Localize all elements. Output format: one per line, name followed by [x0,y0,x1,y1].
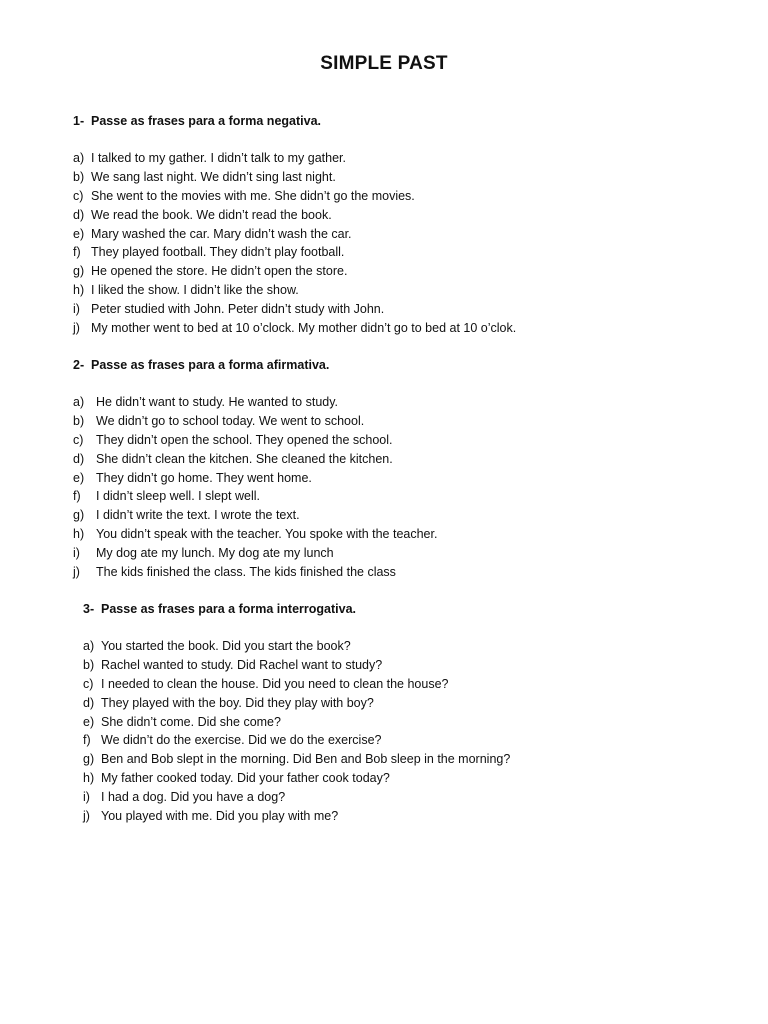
item-letter: j) [73,565,80,580]
item-text: She went to the movies with me. She didn’t go the movies. [91,188,415,203]
item-letter: a) [73,395,85,409]
item-text: They played with the boy. Did they play with boy? [101,695,374,710]
exercise-item [83,769,768,788]
item-text: I didn’t write the text. I wrote the text. [96,508,300,523]
item-letter: f) [83,733,91,748]
item-text: My father cooked today. Did your father cook today? [101,771,390,786]
exercise-list [83,637,768,826]
item-letter: b) [73,169,85,184]
item-text: You didn’t speak with the teacher. You spoke with the teacher. [96,527,438,542]
exercise-item [73,225,768,244]
exercise-item [73,506,768,525]
exercise-item [73,149,768,168]
item-letter: i) [73,546,80,561]
section-heading [73,112,768,130]
item-letter: c) [83,676,94,691]
item-text: You started the book. Did you start the book? [101,639,351,653]
item-letter: d) [73,451,85,466]
exercise-item [83,750,768,769]
item-text: I liked the show. I didn’t like the show. [91,283,299,298]
exercise-item [73,431,768,450]
item-letter: b) [83,657,95,672]
section-number: 2- [73,358,85,372]
item-letter: j) [83,809,90,824]
exercise-item [83,656,768,675]
item-text: We sang last night. We didn’t sing last night. [91,169,336,184]
item-text: They didn’t open the school. They opened the school. [96,432,393,447]
item-text: They played football. They didn’t play football. [91,245,345,260]
exercise-item [83,731,768,750]
item-letter: e) [73,226,85,241]
exercise-item [73,450,768,469]
item-text: I needed to clean the house. Did you need to clean the house? [101,676,449,691]
item-letter: a) [73,151,85,165]
item-text: Mary washed the car. Mary didn’t wash the car. [91,226,352,241]
exercise-item [73,487,768,506]
item-letter: h) [73,283,85,298]
section-number: 3- [83,602,95,616]
exercise-item [73,262,768,281]
item-text: The kids finished the class. The kids finished the class [96,565,396,580]
section-instruction: Passe as frases para a forma interrogativa. [101,602,356,616]
exercise-item [73,563,768,582]
item-letter: h) [73,527,85,542]
exercise-list [73,393,768,582]
item-text: My mother went to bed at 10 o’clock. My mother didn’t go to bed at 10 o’clok. [91,321,517,336]
item-text: She didn’t clean the kitchen. She cleaned the kitchen. [96,451,393,466]
item-letter: g) [73,264,85,279]
item-letter: g) [73,508,85,523]
exercise-item [73,206,768,225]
item-letter: i) [83,790,90,805]
item-text: We didn’t go to school today. We went to school. [96,413,365,428]
exercise-item [73,469,768,488]
exercise-item [73,319,768,338]
exercise-item [73,525,768,544]
section-heading [83,600,768,618]
page-title: SIMPLE PAST [320,53,448,74]
item-letter: j) [73,321,80,336]
exercise-section-3 [83,600,768,826]
item-letter: a) [83,639,95,653]
item-text: I had a dog. Did you have a dog? [101,790,286,805]
item-text: My dog ate my lunch. My dog ate my lunch [96,546,334,561]
item-letter: i) [73,302,80,317]
exercise-item [73,168,768,187]
exercise-item [83,675,768,694]
exercise-item [73,393,768,412]
item-text: He opened the store. He didn’t open the store. [91,264,348,279]
exercise-item [73,243,768,262]
item-letter: d) [73,207,85,222]
item-text: Rachel wanted to study. Did Rachel want to study? [101,657,383,672]
item-text: We didn’t do the exercise. Did we do the exercise? [101,733,382,748]
item-text: You played with me. Did you play with me? [101,809,339,824]
item-text: Ben and Bob slept in the morning. Did Ben and Bob sleep in the morning? [101,752,511,767]
section-instruction: Passe as frases para a forma afirmativa. [91,358,330,372]
exercise-item [73,412,768,431]
item-letter: d) [83,695,95,710]
item-text: She didn’t come. Did she come? [101,714,281,729]
item-letter: f) [73,489,81,504]
item-letter: g) [83,752,95,767]
exercise-item [83,713,768,732]
exercise-item [73,187,768,206]
exercise-item [83,788,768,807]
exercise-item [83,694,768,713]
exercise-item [73,281,768,300]
item-letter: e) [73,470,85,485]
item-letter: h) [83,771,95,786]
item-letter: f) [73,245,81,260]
item-letter: c) [73,188,84,203]
item-letter: c) [73,432,84,447]
section-heading [73,356,768,374]
item-text: We read the book. We didn’t read the book. [91,207,332,222]
item-text: I talked to my gather. I didn’t talk to my gather. [91,151,346,165]
item-text: They didn’t go home. They went home. [96,470,312,485]
exercise-item [83,807,768,826]
item-text: I didn’t sleep well. I slept well. [96,489,260,504]
exercise-item [73,544,768,563]
exercise-item [73,300,768,319]
exercise-section-1 [73,112,768,338]
item-text: Peter studied with John. Peter didn’t study with John. [91,302,385,317]
exercise-item [83,637,768,656]
item-text: He didn’t want to study. He wanted to study. [96,395,339,409]
exercise-section-2 [73,356,768,582]
item-letter: e) [83,714,95,729]
item-letter: b) [73,413,85,428]
section-number: 1- [73,114,85,128]
exercise-list [73,149,768,338]
section-instruction: Passe as frases para a forma negativa. [91,114,321,128]
